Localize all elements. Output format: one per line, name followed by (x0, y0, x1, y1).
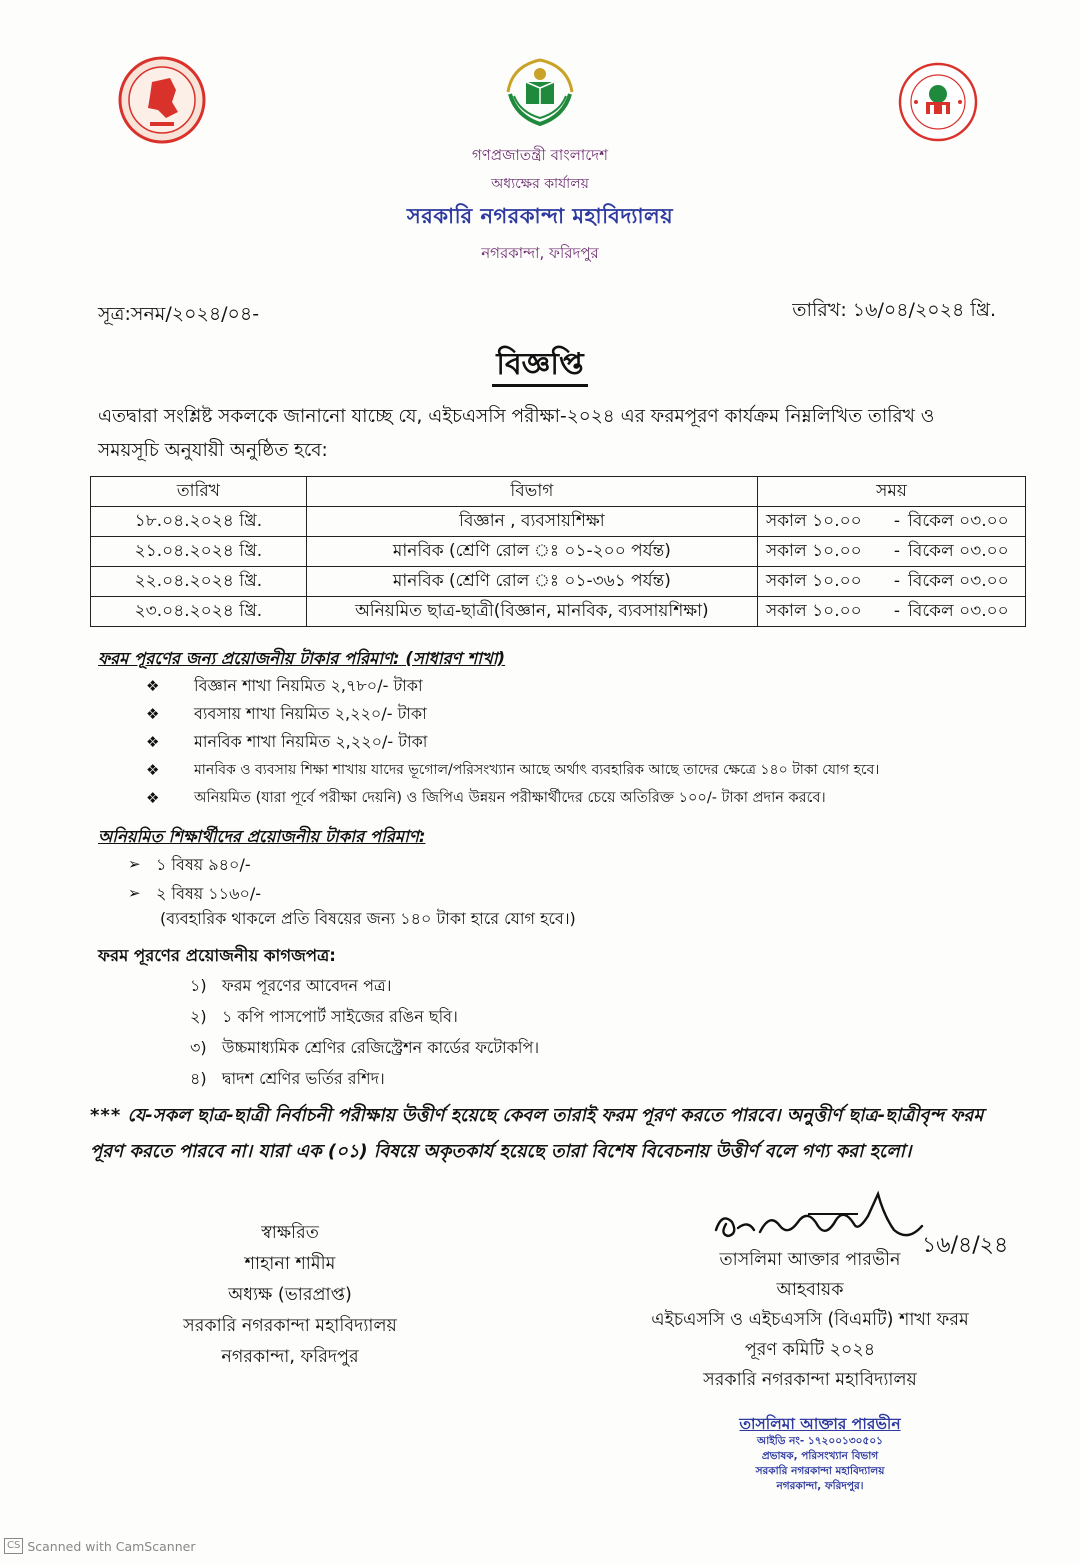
document-number: ৩) (190, 1038, 207, 1057)
row-department: মানবিক (শ্রেণি রোল ঃ ০১-৩৬১ পর্যন্ত) (306, 567, 757, 597)
principal-designation: অধ্যক্ষ (ভারপ্রাপ্ত) (228, 1285, 352, 1305)
official-stamp (700, 1414, 940, 1494)
scanner-text: Scanned with CamScanner (27, 1538, 196, 1554)
fee-item-text: মানবিক ও ব্যবসায় শিক্ষা শাখায় যাদের ভূগোল/পরিসংখ্যান আছে অর্থাৎ ব্যবহারিক আছে তাদের ক্ষেত্রে ১৪০ টাকা যোগ হবে। (194, 762, 880, 778)
list-item (128, 879, 261, 908)
document-number: ১) (190, 976, 207, 995)
row-date: ১৮.০৪.২০২৪ খ্রি. (91, 507, 307, 537)
row-date: ২৩.০৪.২০২৪ খ্রি. (91, 597, 307, 627)
list-item (190, 970, 539, 1001)
warning-stars: *** (90, 1105, 122, 1126)
row-department: অনিয়মিত ছাত্র-ছাত্রী(বিজ্ঞান, মানবিক, ব্যবসায়শিক্ষা) (306, 597, 757, 627)
document-text: উচ্চমাধ্যমিক শ্রেণির রেজিস্ট্রেশন কার্ডের ফটোকপি। (222, 1038, 540, 1057)
time-end: বিকেল ০৩.০০ (908, 570, 1009, 591)
row-date: ২২.০৪.২০২৪ খ্রি. (91, 567, 307, 597)
document-number: ২) (190, 1007, 207, 1026)
row-time (758, 597, 1026, 627)
header-college-name: সরকারি নগরকান্দা মহাবিদ্যালয় (406, 204, 674, 228)
schedule-table (90, 476, 1026, 627)
list-item (190, 1032, 539, 1063)
time-separator: - (893, 600, 901, 621)
fee-item-text: অনিয়মিত (যারা পূর্বে পরীক্ষা দেয়নি) ও জিপিএ উন্নয়ন পরীক্ষার্থীদের চেয়ে অতিরিক্ত ১০০/- টাকা প্রদান করবে। (194, 790, 826, 806)
principal-signature-block (150, 1218, 430, 1373)
diamond-bullet-icon: ❖ (146, 705, 160, 723)
time-separator: - (893, 570, 901, 591)
diamond-bullet-icon: ❖ (146, 733, 160, 751)
column-header-time: সময় (758, 477, 1026, 507)
row-time (758, 507, 1026, 537)
time-start: সকাল ১০.০০ (766, 510, 862, 531)
intro-paragraph: এতদ্বারা সংশ্লিষ্ট সকলকে জানানো যাচ্ছে যে, এইচএসসি পরীক্ষা-২০২৪ এর ফরমপূরণ কার্যক্রম নিম্নলিখিত তারিখ ও সময়সূচি অনুযায়ী অনুষ্ঠিত হবে: (98, 406, 935, 461)
row-time (758, 567, 1026, 597)
notice-title-text: বিজ্ঞপ্তি (492, 347, 587, 387)
irregular-heading: অনিয়মিত শিক্ষার্থীদের প্রয়োজনীয় টাকার পরিমাণ: (98, 827, 426, 846)
signature-date: ১৬/৪/২৪ (922, 1233, 1009, 1258)
camscanner-icon: CS (4, 1538, 23, 1554)
list-item (190, 1001, 539, 1032)
diamond-bullet-icon: ❖ (146, 677, 160, 695)
list-item (146, 672, 879, 700)
table-row (91, 597, 1026, 627)
documents-list (190, 970, 539, 1094)
document-text: ফরম পূরণের আবেদন পত্র। (222, 976, 392, 995)
principal-name: শাহানা শামীম (244, 1254, 336, 1274)
fees-heading: ফরম পূরণের জন্য প্রয়োজনীয় টাকার পরিমাণ: (সাধারণ শাখা) (98, 649, 506, 668)
document-text: ১ কপি পাসপোর্ট সাইজের রঙিন ছবি। (222, 1007, 458, 1026)
time-end: বিকেল ০৩.০০ (908, 510, 1009, 531)
principal-location: নগরকান্দা, ফরিদপুর (221, 1347, 359, 1367)
stamp-id: আইডি নং- ১৭২০০১৩০৫০১ (757, 1435, 883, 1447)
arrow-bullet-icon: ➢ (128, 855, 141, 873)
stamp-college: সরকারি নগরকান্দা মহাবিদ্যালয় (755, 1465, 885, 1477)
principal-college: সরকারি নগরকান্দা মহাবিদ্যালয় (183, 1316, 397, 1336)
notice-title (0, 340, 1080, 391)
time-start: সকাল ১০.০০ (766, 540, 862, 561)
header-government-line: গণপ্রজাতন্ত্রী বাংলাদেশ (471, 146, 609, 164)
list-item (146, 784, 879, 812)
fee-item-text: মানবিক শাখা নিয়মিত ২,২২০/- টাকা (194, 732, 428, 751)
memo-reference: সূত্র:সনম/২০২৪/০৪- (98, 303, 260, 325)
committee-line-1: এইচএসসি ও এইচএসসি (বিএমটি) শাখা ফরম (651, 1310, 969, 1330)
convener-college: সরকারি নগরকান্দা মহাবিদ্যালয় (703, 1370, 917, 1390)
irregular-item-text: ১ বিষয় ৯৪০/- (156, 855, 251, 874)
list-item (146, 700, 879, 728)
memo-date: তারিখ: ১৬/০৪/২০২৪ খ্রি. (792, 299, 996, 321)
warning-paragraph (90, 1098, 1010, 1170)
committee-line-2: পূরণ কমিটি ২০২৪ (744, 1340, 876, 1360)
fee-item-text: বিজ্ঞান শাখা নিয়মিত ২,৭৮০/- টাকা (194, 676, 423, 695)
list-item (128, 850, 261, 879)
convener-name: তাসলিমা আক্তার পারভীন (719, 1250, 901, 1270)
signed-label: স্বাক্ষরিত (261, 1223, 319, 1243)
document-text: দ্বাদশ শ্রেণির ভর্তির রশিদ। (222, 1069, 385, 1088)
time-end: বিকেল ০৩.০০ (908, 540, 1009, 561)
row-department: বিজ্ঞান , ব্যবসায়শিক্ষা (306, 507, 757, 537)
government-seal-logo (118, 56, 206, 144)
stamp-name: তাসলিমা আক্তার পারভীন (739, 1415, 901, 1433)
list-item (146, 728, 879, 756)
diamond-bullet-icon: ❖ (146, 761, 160, 779)
column-header-date: তারিখ (91, 477, 307, 507)
documents-heading: ফরম পূরণের প্রয়োজনীয় কাগজপত্র: (98, 946, 336, 965)
convener-signature-block (620, 1245, 1000, 1395)
warning-text: যে-সকল ছাত্র-ছাত্রী নির্বাচনী পরীক্ষায় উত্তীর্ণ হয়েছে কেবল তারাই ফরম পূরণ করতে পারবে। অনুত্তীর্ণ ছাত্র-ছাত্রীবৃন্দ ফরম পূরণ করতে পারবে না। যারা এক (০১) বিষয়ে অকৃতকার্য হয়েছে তারা বিশেষ বিবেচনায় উত্তীর্ণ বলে গণ্য করা হলো। (90, 1105, 984, 1162)
table-row (91, 567, 1026, 597)
row-department: মানবিক (শ্রেণি রোল ঃ ০১-২০০ পর্যন্ত) (306, 537, 757, 567)
column-header-department: বিভাগ (306, 477, 757, 507)
list-item (190, 1063, 539, 1094)
table-row (91, 537, 1026, 567)
time-start: সকাল ১০.০০ (766, 570, 862, 591)
fee-item-text: ব্যবসায় শাখা নিয়মিত ২,২২০/- টাকা (194, 704, 427, 723)
irregular-item-text: ২ বিষয় ১১৬০/- (156, 884, 262, 903)
college-round-seal-logo (896, 62, 980, 142)
document-number: ৪) (190, 1069, 207, 1088)
row-date: ২১.০৪.২০২৪ খ্রি. (91, 537, 307, 567)
row-time (758, 537, 1026, 567)
schedule-header-row (91, 477, 1026, 507)
convener-role: আহবায়ক (776, 1280, 844, 1300)
header-location: নগরকান্দা, ফরিদপুর (481, 244, 599, 262)
diamond-bullet-icon: ❖ (146, 789, 160, 807)
irregular-note: (ব্যবহারিক থাকলে প্রতি বিষয়ের জন্য ১৪০ টাকা হারে যোগ হবে।) (160, 909, 576, 928)
college-emblem-logo (498, 52, 582, 132)
arrow-bullet-icon: ➢ (128, 884, 141, 902)
scanner-watermark (4, 1538, 195, 1554)
header-office-line: অধ্যক্ষের কার্যালয় (491, 176, 589, 192)
time-separator: - (893, 540, 901, 561)
list-item (146, 756, 879, 784)
stamp-post: প্রভাষক, পরিসংখ্যান বিভাগ (761, 1450, 879, 1462)
table-row (91, 507, 1026, 537)
time-separator: - (893, 510, 901, 531)
time-start: সকাল ১০.০০ (766, 600, 862, 621)
stamp-location: নগরকান্দা, ফরিদপুর। (776, 1480, 864, 1492)
irregular-list (128, 850, 261, 908)
fees-list (146, 672, 879, 812)
time-end: বিকেল ০৩.০০ (908, 600, 1009, 621)
